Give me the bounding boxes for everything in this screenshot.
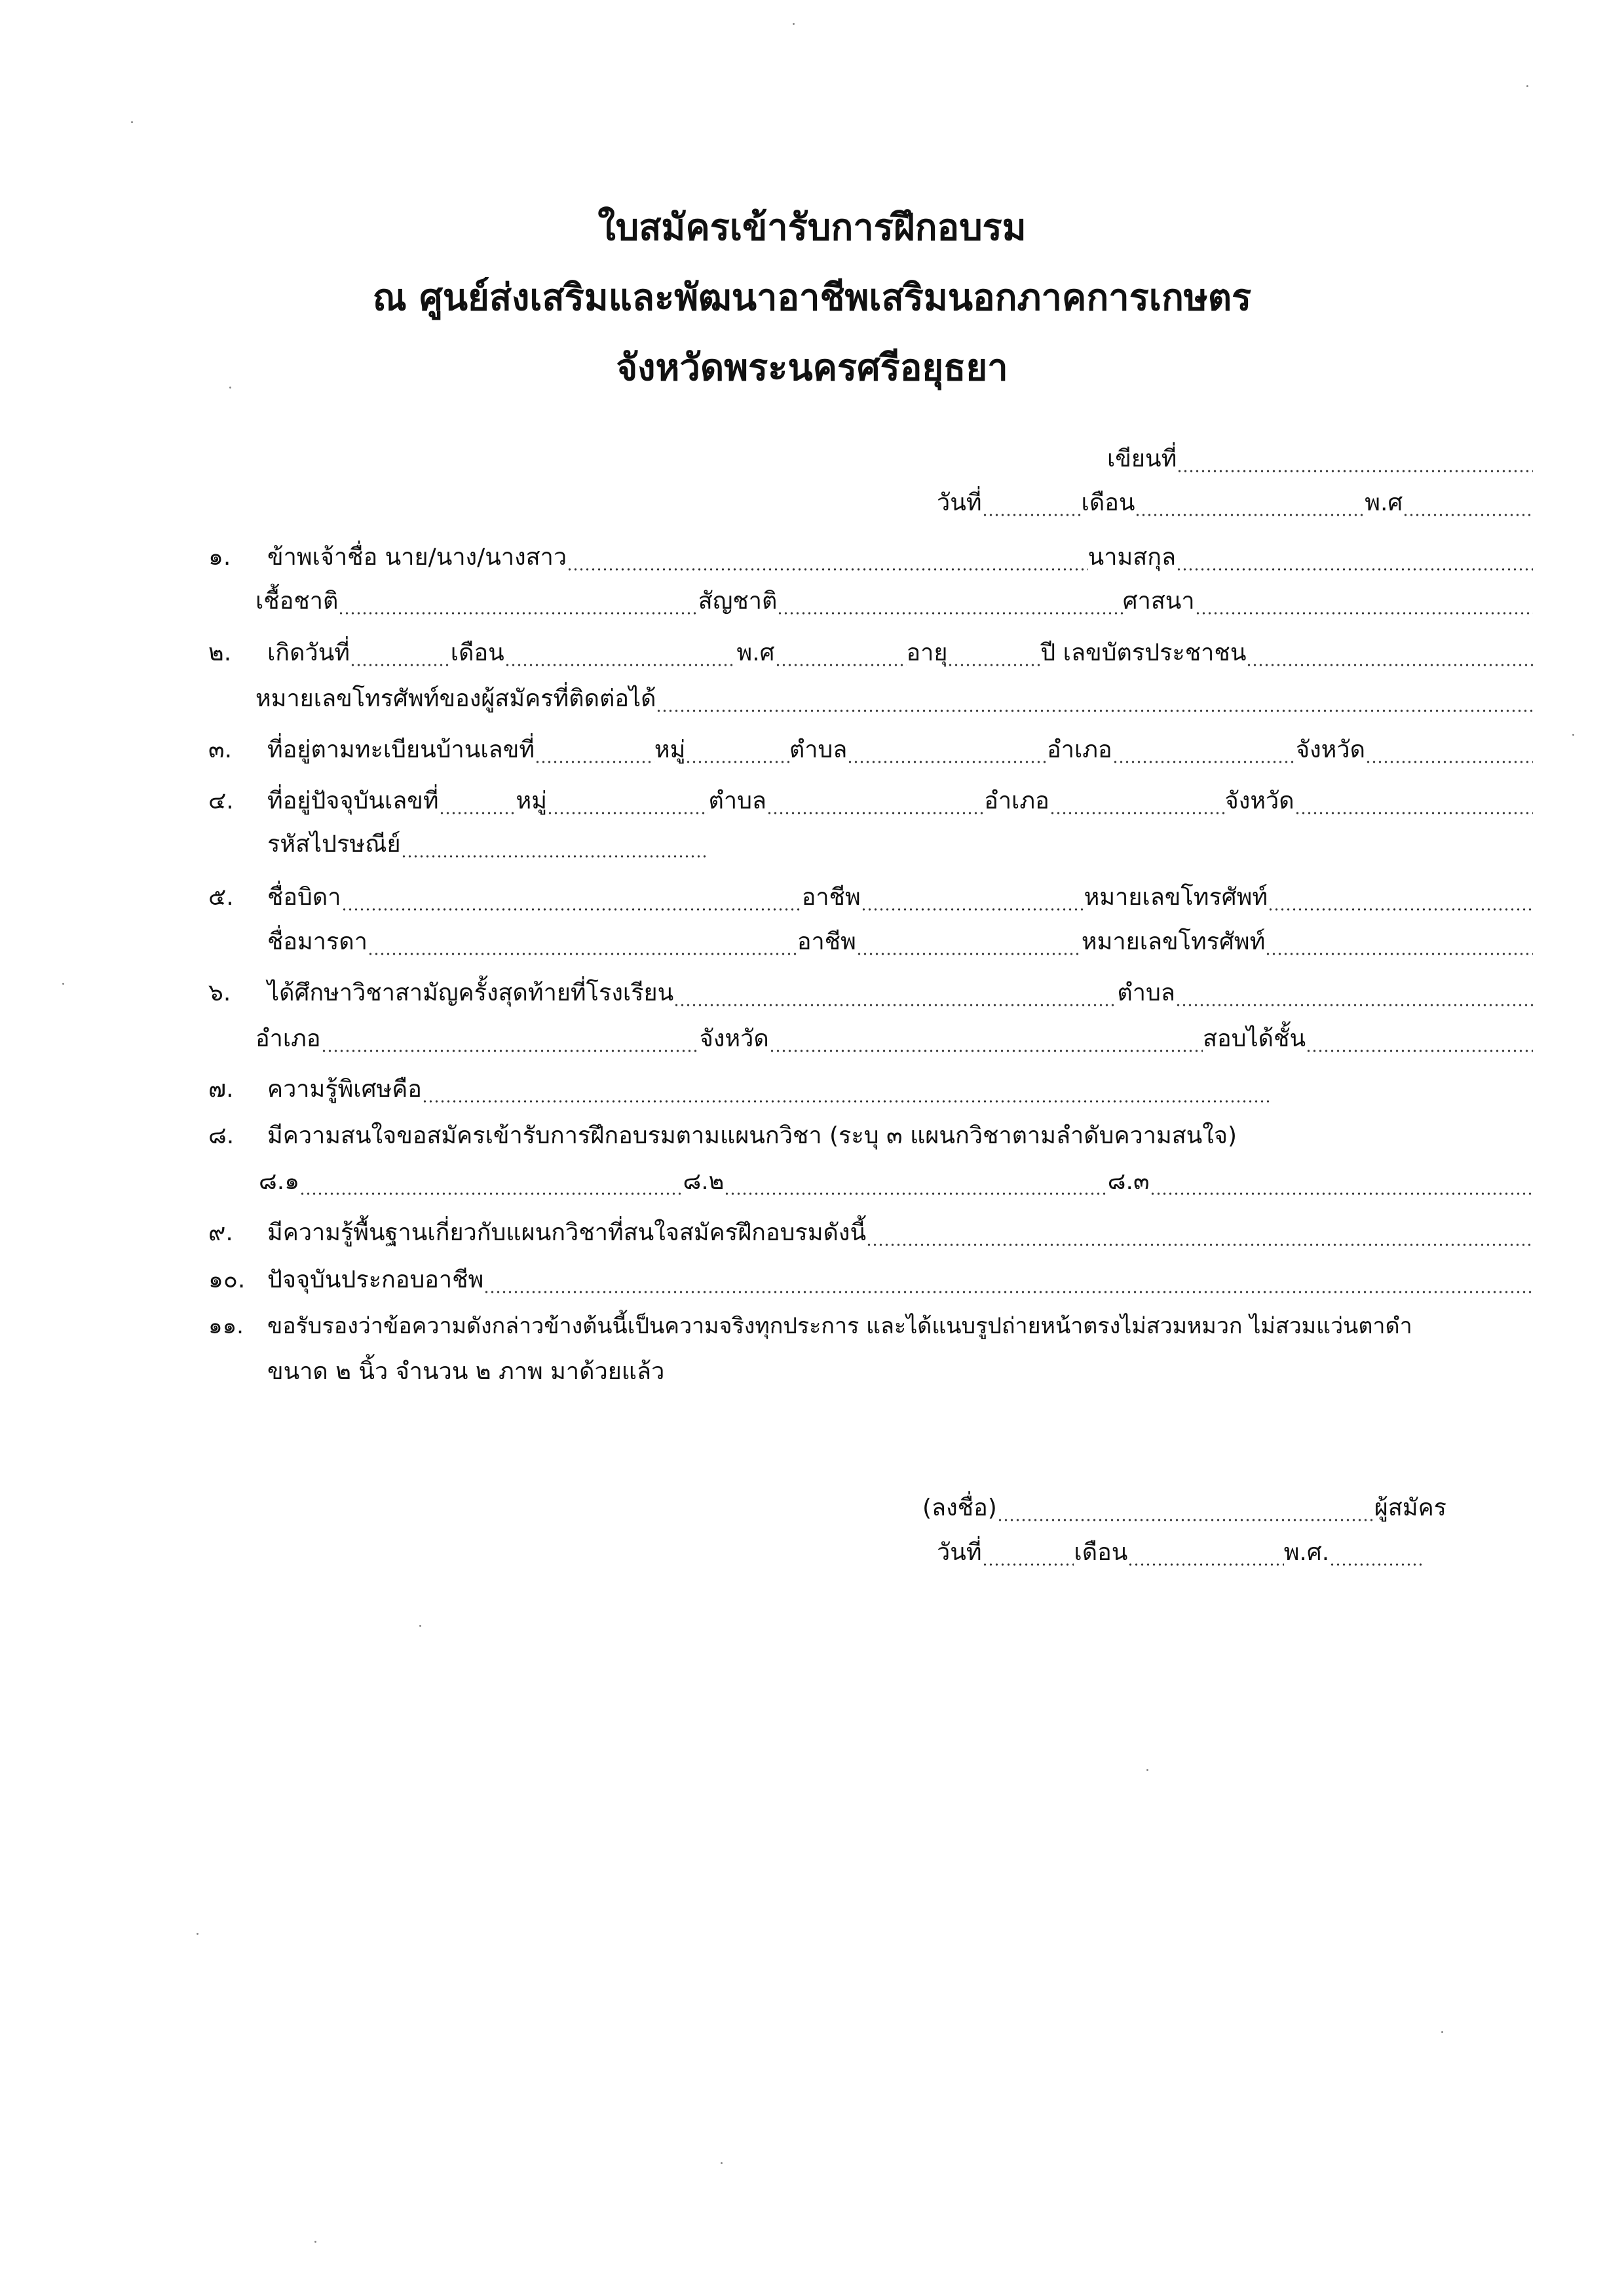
name-field[interactable]	[567, 535, 1088, 580]
item-4-line-1	[208, 779, 1533, 824]
sign-month-label: เดือน	[1074, 1539, 1128, 1566]
mother-name-field[interactable]	[368, 920, 797, 964]
certification-text-2: ขนาด ๒ นิ้ว จำนวน ๒ ภาพ มาด้วยแล้ว	[267, 1358, 665, 1385]
school-field[interactable]	[673, 971, 1117, 1016]
grade-label: สอบได้ชั้น	[1203, 1025, 1306, 1052]
surname-field[interactable]	[1176, 535, 1533, 580]
choice-2-label: ๘.๒	[683, 1168, 725, 1195]
reg-amphoe-field[interactable]	[1112, 728, 1296, 772]
father-name-field[interactable]	[341, 875, 802, 920]
item-11-line-1	[208, 1304, 1533, 1348]
sign-year-field[interactable]	[1329, 1531, 1422, 1575]
sign-date-label: วันที่	[937, 1539, 982, 1566]
current-occupation-label: ปัจจุบันประกอบอาชีพ	[267, 1266, 484, 1293]
item-8-line-2	[259, 1160, 1533, 1204]
item-number: ๖.	[208, 980, 231, 1006]
scan-speck	[1441, 2031, 1443, 2033]
school-tambon-field[interactable]	[1175, 971, 1533, 1016]
birthdate-label: เกิดวันที่	[267, 639, 350, 666]
father-phone-field[interactable]	[1268, 875, 1533, 920]
date-label: วันที่	[937, 489, 982, 516]
choice-1-field[interactable]	[299, 1160, 683, 1204]
sign-day-field[interactable]	[982, 1531, 1074, 1575]
cur-province-field[interactable]	[1294, 779, 1533, 824]
birth-month-label: เดือน	[450, 639, 504, 666]
sign-year-label: พ.ศ.	[1283, 1539, 1330, 1566]
cur-amphoe-field[interactable]	[1049, 779, 1225, 824]
father-label: ชื่อบิดา	[267, 884, 341, 911]
year-label: พ.ศ	[1365, 489, 1403, 516]
ethnicity-field[interactable]	[338, 579, 698, 624]
cur-moo-label: หมู่	[516, 788, 547, 814]
item-9-line	[208, 1211, 1533, 1255]
date-line	[937, 481, 1533, 525]
birth-day-field[interactable]	[350, 631, 451, 676]
idcard-field[interactable]	[1246, 631, 1533, 676]
item-number: ๘.	[208, 1122, 235, 1149]
scan-speck	[1146, 1769, 1148, 1771]
age-label: อายุ	[906, 639, 948, 666]
item-4-line-2	[267, 822, 706, 867]
mother-phone-label: หมายเลขโทรศัพท์	[1081, 928, 1266, 955]
religion-field[interactable]	[1195, 579, 1533, 624]
phone-field[interactable]	[656, 677, 1533, 721]
item-8-line-1	[208, 1114, 1533, 1158]
item-number: ๒.	[208, 639, 232, 666]
sign-label: (ลงชื่อ)	[922, 1494, 997, 1521]
item-11-line-2	[267, 1350, 1184, 1394]
item-7-line	[208, 1067, 1271, 1112]
birth-year-field[interactable]	[775, 631, 907, 676]
scan-speck	[1526, 85, 1528, 87]
date-year-field[interactable]	[1403, 481, 1533, 525]
province-name: จังหวัดพระนครศรีอยุธยา	[616, 347, 1008, 389]
date-month-field[interactable]	[1135, 481, 1365, 525]
item-1-line-1	[208, 535, 1533, 580]
reg-address-label: ที่อยู่ตามทะเบียนบ้านเลขที่	[267, 736, 535, 763]
scan-speck	[314, 2241, 316, 2243]
reg-moo-field[interactable]	[685, 728, 789, 772]
surname-label: นามสกุล	[1087, 544, 1177, 571]
mother-phone-field[interactable]	[1265, 920, 1533, 964]
written-at-line	[1107, 437, 1533, 482]
birth-month-field[interactable]	[504, 631, 737, 676]
father-occupation-label: อาชีพ	[801, 884, 861, 911]
sign-month-field[interactable]	[1127, 1531, 1283, 1575]
item-1-line-2	[255, 579, 1533, 624]
scan-speck	[131, 121, 133, 123]
cur-amphoe-label: อำเภอ	[984, 788, 1049, 814]
item-number: ๙.	[208, 1219, 233, 1246]
nationality-label: สัญชาติ	[698, 588, 778, 615]
scan-speck	[197, 1933, 198, 1935]
nationality-field[interactable]	[777, 579, 1122, 624]
scan-speck	[62, 983, 64, 985]
father-phone-label: หมายเลขโทรศัพท์	[1084, 884, 1268, 911]
certification-text: ขอรับรองว่าข้อความดังกล่าวข้างต้นนี้เป็นความจริงทุกประการ และได้แนบรูปถ่ายหน้าตรงไม่สวมหมวก ไม่สวมแว่นตาดำ	[267, 1313, 1412, 1339]
religion-label: ศาสนา	[1122, 588, 1195, 615]
interest-label: มีความสนใจขอสมัครเข้ารับการฝึกอบรมตามแผนกวิชา (ระบุ ๓ แผนกวิชาตามลำดับความสนใจ)	[267, 1122, 1237, 1149]
item-number: ๕.	[208, 884, 234, 911]
applicant-label: ผู้สมัคร	[1374, 1494, 1446, 1521]
mother-occupation-field[interactable]	[856, 920, 1082, 964]
item-2-line-1	[208, 631, 1533, 676]
ethnicity-label: เชื้อชาติ	[255, 588, 339, 615]
grade-field[interactable]	[1306, 1017, 1533, 1061]
item-5-line-1	[208, 875, 1533, 920]
basic-knowledge-label: มีความรู้พื้นฐานเกี่ยวกับแผนกวิชาที่สนใจสมัครฝึกอบรมดังนี้	[267, 1219, 867, 1246]
signature-field[interactable]	[997, 1486, 1374, 1531]
item-number: ๑.	[208, 544, 231, 571]
item-5-line-2	[267, 920, 1533, 964]
scan-speck	[1572, 734, 1574, 736]
birth-year-label: พ.ศ	[736, 639, 775, 666]
cur-address-label: ที่อยู่ปัจจุบันเลขที่	[267, 788, 439, 814]
scan-speck	[721, 2162, 723, 2164]
basic-knowledge-field[interactable]	[866, 1211, 1533, 1255]
item-6-line-2	[255, 1017, 1533, 1061]
choice-3-label: ๘.๓	[1107, 1168, 1150, 1195]
reg-province-field[interactable]	[1365, 728, 1533, 772]
special-skill-label: ความรู้พิเศษคือ	[267, 1076, 422, 1103]
name-label: ข้าพเจ้าชื่อ นาย/นาง/นางสาว	[267, 544, 567, 571]
item-number: ๓.	[208, 736, 233, 763]
reg-tambon-label: ตำบล	[789, 736, 848, 763]
scan-speck	[229, 387, 231, 389]
father-occupation-field[interactable]	[861, 875, 1084, 920]
reg-tambon-field[interactable]	[847, 728, 1047, 772]
school-amphoe-label: อำเภอ	[255, 1025, 321, 1052]
scan-speck	[419, 1625, 421, 1627]
school-province-field[interactable]	[769, 1017, 1203, 1061]
written-at-field[interactable]	[1177, 437, 1533, 482]
scan-speck	[793, 23, 795, 25]
current-occupation-field[interactable]	[483, 1258, 1533, 1303]
signature-line	[922, 1486, 1446, 1531]
date-day-field[interactable]	[982, 481, 1082, 525]
item-3-line	[208, 728, 1533, 772]
idcard-label: ปี เลขบัตรประชาชน	[1040, 639, 1247, 666]
cur-tambon-field[interactable]	[766, 779, 984, 824]
item-number: ๔.	[208, 788, 234, 814]
cur-province-label: จังหวัด	[1224, 788, 1294, 814]
postcode-label: รหัสไปรษณีย์	[267, 831, 401, 858]
item-6-line-1	[208, 971, 1533, 1016]
phone-label: หมายเลขโทรศัพท์ของผู้สมัครที่ติดต่อได้	[255, 685, 656, 712]
item-2-line-2	[255, 677, 1533, 721]
reg-moo-label: หมู่	[654, 736, 686, 763]
choice-1-label: ๘.๑	[259, 1168, 300, 1195]
cur-tambon-label: ตำบล	[708, 788, 766, 814]
reg-province-label: จังหวัด	[1296, 736, 1365, 763]
item-number: ๑๐.	[208, 1266, 246, 1293]
choice-3-field[interactable]	[1150, 1160, 1533, 1204]
school-amphoe-field[interactable]	[321, 1017, 700, 1061]
written-at-label: เขียนที่	[1107, 446, 1177, 472]
signature-date-line	[937, 1531, 1422, 1575]
age-field[interactable]	[947, 631, 1040, 676]
cur-moo-field[interactable]	[547, 779, 708, 824]
special-skill-field[interactable]	[422, 1067, 1271, 1112]
school-label: ได้ศึกษาวิชาสามัญครั้งสุดท้ายที่โรงเรียน	[267, 980, 674, 1006]
item-number: ๑๑.	[208, 1313, 244, 1339]
reg-house-no-field[interactable]	[535, 728, 654, 772]
item-10-line	[208, 1258, 1533, 1303]
school-province-label: จังหวัด	[699, 1025, 769, 1052]
center-name: ณ ศูนย์ส่งเสริมและพัฒนาอาชีพเสริมนอกภาคการเกษตร	[372, 276, 1252, 319]
mother-occupation-label: อาชีพ	[797, 928, 856, 955]
cur-house-no-field[interactable]	[439, 779, 516, 824]
reg-amphoe-label: อำเภอ	[1047, 736, 1112, 763]
item-number: ๗.	[208, 1076, 234, 1103]
form-title: ใบสมัครเข้ารับการฝึกอบรม	[597, 206, 1027, 249]
choice-2-field[interactable]	[724, 1160, 1107, 1204]
school-tambon-label: ตำบล	[1117, 980, 1175, 1006]
month-label: เดือน	[1081, 489, 1135, 516]
postcode-field[interactable]	[401, 822, 706, 867]
mother-label: ชื่อมารดา	[267, 928, 368, 955]
